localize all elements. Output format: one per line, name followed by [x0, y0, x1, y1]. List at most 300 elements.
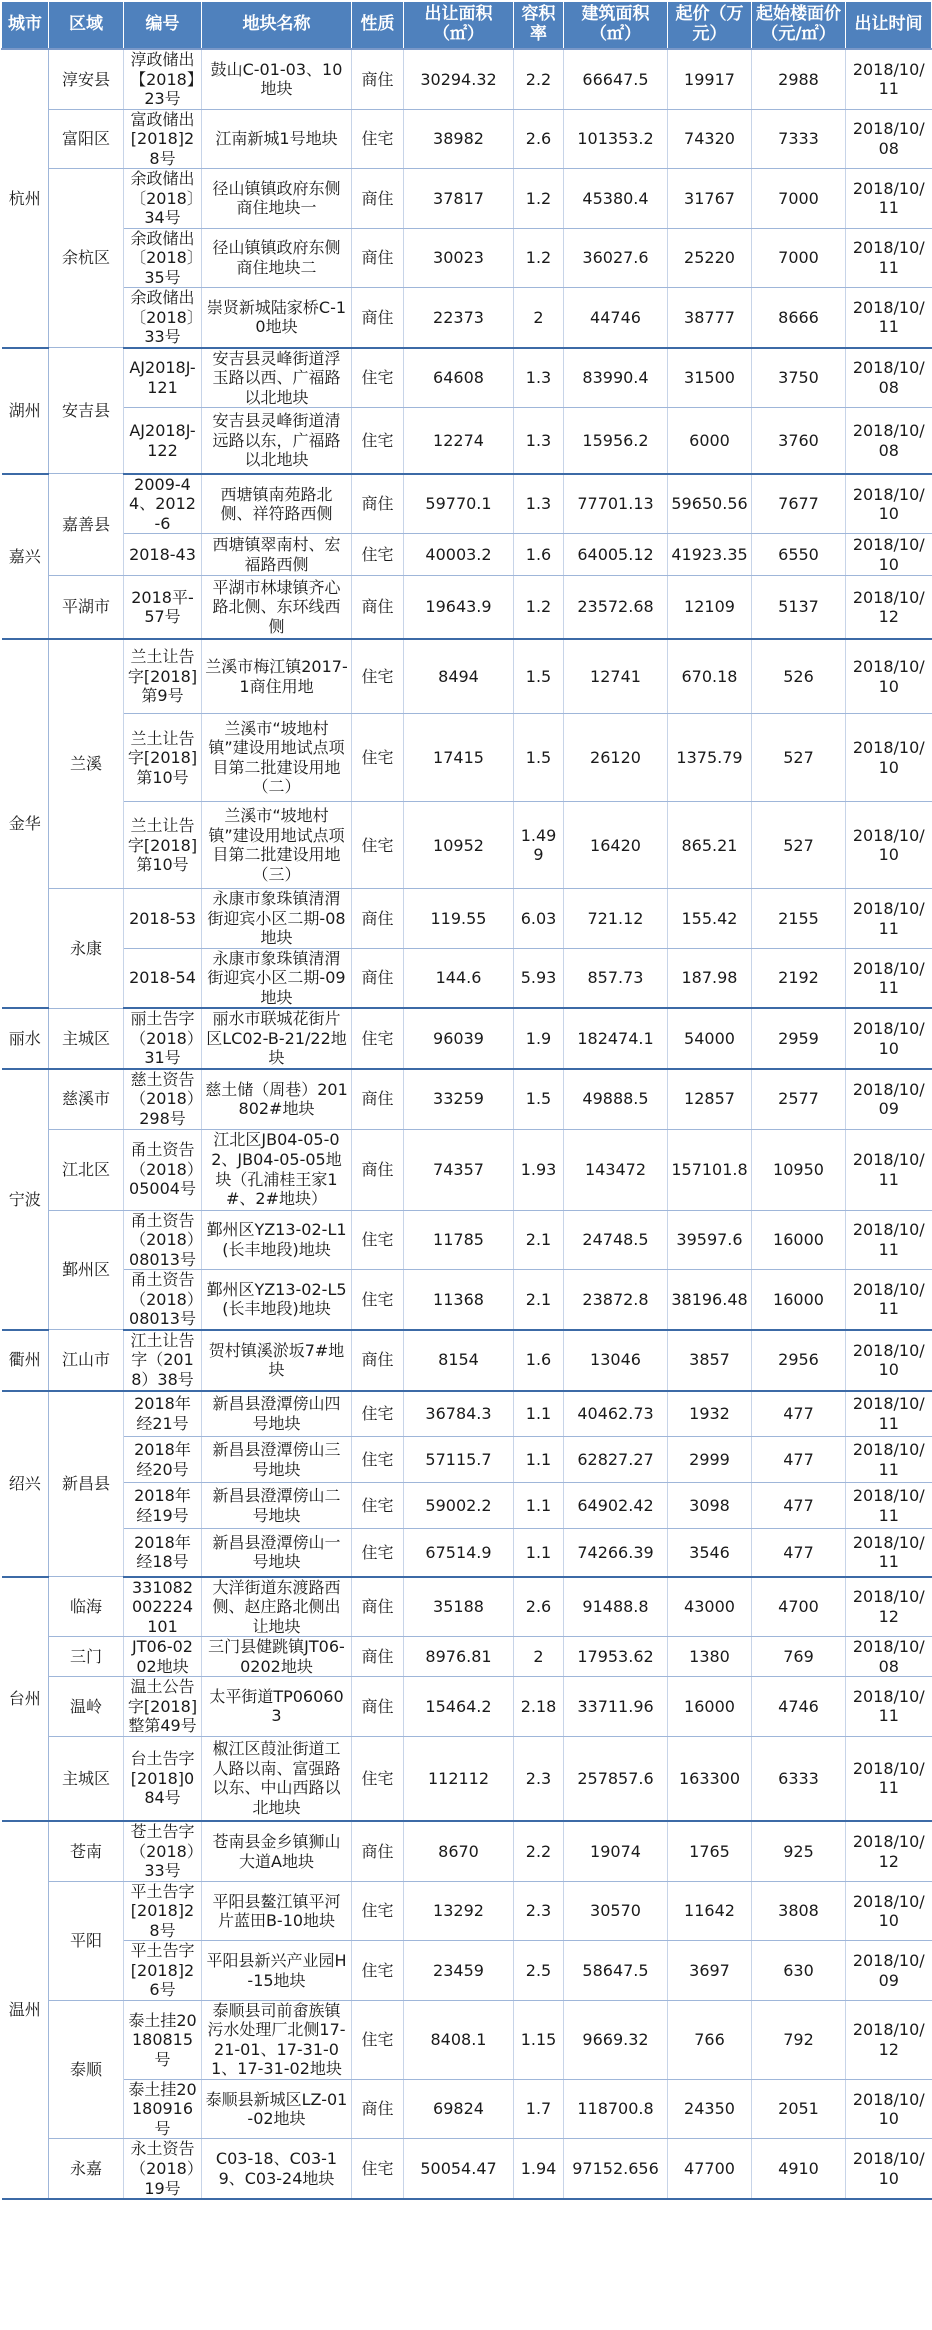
code-cell: 兰土让告字[2018]第10号: [124, 714, 202, 802]
price-cell: 1380: [668, 1637, 752, 1677]
unit-price-cell: 477: [752, 1391, 846, 1437]
area-cell: 38982: [404, 109, 514, 169]
price-cell: 39597.6: [668, 1210, 752, 1270]
floor-area-cell: 62827.27: [564, 1437, 668, 1483]
parcel-name-cell: 泰顺县司前畲族镇污水处理厂北侧17-21-01、17-31-01、17-31-02地块: [202, 2000, 352, 2079]
parcel-name-cell: 鄞州区YZ13-02-L5(长丰地段)地块: [202, 1270, 352, 1330]
city-cell: 嘉兴: [2, 474, 49, 639]
price-cell: 19917: [668, 49, 752, 109]
table-row: [2, 1437, 932, 1483]
floor-area-cell: 49888.5: [564, 1069, 668, 1129]
unit-price-cell: 3808: [752, 1881, 846, 1941]
table-row: [2, 228, 932, 288]
code-cell: 兰土让告字[2018]第10号: [124, 802, 202, 889]
parcel-name-cell: 新昌县澄潭傍山一号地块: [202, 1529, 352, 1577]
floor-area-cell: 83990.4: [564, 348, 668, 408]
header-cell: 起始楼面价（元/㎡）: [752, 2, 846, 50]
unit-price-cell: 925: [752, 1821, 846, 1881]
price-cell: 11642: [668, 1881, 752, 1941]
area-cell: 15464.2: [404, 1677, 514, 1737]
parcel-name-cell: 新昌县澄潭傍山三号地块: [202, 1437, 352, 1483]
date-cell: 2018/10/11: [846, 889, 932, 949]
use-cell: 商住: [352, 1069, 404, 1129]
date-cell: 2018/10/10: [846, 1881, 932, 1941]
code-cell: 2018年经21号: [124, 1391, 202, 1437]
far-cell: 1.6: [514, 534, 564, 576]
parcel-name-cell: 径山镇镇政府东侧商住地块一: [202, 169, 352, 229]
far-cell: 1.1: [514, 1483, 564, 1529]
parcel-name-cell: 平湖市林埭镇齐心路北侧、东环线西侧: [202, 576, 352, 639]
code-cell: JT06-0202地块: [124, 1637, 202, 1677]
price-cell: 38196.48: [668, 1270, 752, 1330]
date-cell: 2018/10/11: [846, 49, 932, 109]
far-cell: 2.2: [514, 1821, 564, 1881]
far-cell: 2.6: [514, 1577, 564, 1637]
district-cell: 安吉县: [49, 348, 124, 474]
date-cell: 2018/10/11: [846, 228, 932, 288]
code-cell: 甬土资告（2018）08013号: [124, 1270, 202, 1330]
date-cell: 2018/10/08: [846, 408, 932, 474]
district-cell: 淳安县: [49, 49, 124, 109]
unit-price-cell: 527: [752, 802, 846, 889]
area-cell: 74357: [404, 1129, 514, 1210]
unit-price-cell: 2956: [752, 1330, 846, 1391]
unit-price-cell: 16000: [752, 1210, 846, 1270]
date-cell: 2018/10/08: [846, 1637, 932, 1677]
unit-price-cell: 2155: [752, 889, 846, 949]
price-cell: 12109: [668, 576, 752, 639]
area-cell: 50054.47: [404, 2139, 514, 2199]
far-cell: 1.93: [514, 1129, 564, 1210]
table-row: [2, 1637, 932, 1677]
area-cell: 10952: [404, 802, 514, 889]
price-cell: 25220: [668, 228, 752, 288]
price-cell: 43000: [668, 1577, 752, 1637]
area-cell: 96039: [404, 1008, 514, 1069]
price-cell: 163300: [668, 1736, 752, 1821]
code-cell: 余政储出〔2018〕35号: [124, 228, 202, 288]
unit-price-cell: 792: [752, 2000, 846, 2079]
city-cell: 衢州: [2, 1330, 49, 1391]
area-cell: 8408.1: [404, 2000, 514, 2079]
table-row: [2, 1210, 932, 1270]
district-cell: 慈溪市: [49, 1069, 124, 1129]
area-cell: 64608: [404, 348, 514, 408]
city-cell: 金华: [2, 639, 49, 1009]
price-cell: 24350: [668, 2079, 752, 2139]
header-cell: 出让面积（㎡）: [404, 2, 514, 50]
date-cell: 2018/10/11: [846, 1437, 932, 1483]
floor-area-cell: 23572.68: [564, 576, 668, 639]
date-cell: 2018/10/10: [846, 534, 932, 576]
header-row: [2, 2, 932, 50]
parcel-name-cell: 平阳县鳌江镇平河片蓝田B-10地块: [202, 1881, 352, 1941]
floor-area-cell: 15956.2: [564, 408, 668, 474]
header-cell: 起价（万元）: [668, 2, 752, 50]
district-cell: 临海: [49, 1577, 124, 1637]
use-cell: 住宅: [352, 1391, 404, 1437]
floor-area-cell: 23872.8: [564, 1270, 668, 1330]
table-body: [2, 49, 932, 2199]
parcel-name-cell: 兰溪市“坡地村镇”建设用地试点项目第二批建设用地（三）: [202, 802, 352, 889]
far-cell: 1.6: [514, 1330, 564, 1391]
unit-price-cell: 7000: [752, 228, 846, 288]
unit-price-cell: 5137: [752, 576, 846, 639]
floor-area-cell: 12741: [564, 639, 668, 714]
price-cell: 155.42: [668, 889, 752, 949]
unit-price-cell: 2988: [752, 49, 846, 109]
unit-price-cell: 6333: [752, 1736, 846, 1821]
use-cell: 住宅: [352, 1881, 404, 1941]
district-cell: 兰溪: [49, 639, 124, 889]
far-cell: 2.3: [514, 1736, 564, 1821]
table-row: [2, 1270, 932, 1330]
district-cell: 平湖市: [49, 576, 124, 639]
district-cell: 泰顺: [49, 2000, 124, 2139]
area-cell: 36784.3: [404, 1391, 514, 1437]
price-cell: 54000: [668, 1008, 752, 1069]
far-cell: 1.3: [514, 348, 564, 408]
unit-price-cell: 7677: [752, 474, 846, 534]
date-cell: 2018/10/11: [846, 1736, 932, 1821]
price-cell: 6000: [668, 408, 752, 474]
price-cell: 41923.35: [668, 534, 752, 576]
far-cell: 1.5: [514, 714, 564, 802]
use-cell: 住宅: [352, 714, 404, 802]
parcel-name-cell: 安吉县灵峰街道清远路以东，广福路以北地块: [202, 408, 352, 474]
far-cell: 1.9: [514, 1008, 564, 1069]
unit-price-cell: 3750: [752, 348, 846, 408]
far-cell: 2.3: [514, 1881, 564, 1941]
far-cell: 2.5: [514, 1941, 564, 2001]
far-cell: 2.1: [514, 1210, 564, 1270]
floor-area-cell: 16420: [564, 802, 668, 889]
unit-price-cell: 7333: [752, 109, 846, 169]
city-cell: 台州: [2, 1577, 49, 1822]
table-row: [2, 802, 932, 889]
floor-area-cell: 182474.1: [564, 1008, 668, 1069]
parcel-name-cell: 径山镇镇政府东侧商住地块二: [202, 228, 352, 288]
use-cell: 住宅: [352, 1529, 404, 1577]
area-cell: 40003.2: [404, 534, 514, 576]
district-cell: 平阳: [49, 1881, 124, 2000]
unit-price-cell: 527: [752, 714, 846, 802]
table-row: [2, 1008, 932, 1069]
price-cell: 74320: [668, 109, 752, 169]
floor-area-cell: 721.12: [564, 889, 668, 949]
use-cell: 住宅: [352, 1210, 404, 1270]
unit-price-cell: 4910: [752, 2139, 846, 2199]
table-row: [2, 714, 932, 802]
area-cell: 8976.81: [404, 1637, 514, 1677]
use-cell: 商住: [352, 948, 404, 1008]
date-cell: 2018/10/11: [846, 1677, 932, 1737]
parcel-name-cell: 安吉县灵峰街道浮玉路以西、广福路以北地块: [202, 348, 352, 408]
price-cell: 47700: [668, 2139, 752, 2199]
unit-price-cell: 477: [752, 1529, 846, 1577]
code-cell: 苍土告字（2018）33号: [124, 1821, 202, 1881]
price-cell: 31500: [668, 348, 752, 408]
code-cell: 温土公告字[2018]整第49号: [124, 1677, 202, 1737]
table-row: [2, 1821, 932, 1881]
table-row: [2, 534, 932, 576]
price-cell: 3857: [668, 1330, 752, 1391]
table-row: [2, 408, 932, 474]
floor-area-cell: 64005.12: [564, 534, 668, 576]
table-row: [2, 1069, 932, 1129]
parcel-name-cell: 新昌县澄潭傍山四号地块: [202, 1391, 352, 1437]
code-cell: 2018-43: [124, 534, 202, 576]
price-cell: 59650.56: [668, 474, 752, 534]
unit-price-cell: 4700: [752, 1577, 846, 1637]
header-cell: 容积率: [514, 2, 564, 50]
district-cell: 富阳区: [49, 109, 124, 169]
date-cell: 2018/10/11: [846, 948, 932, 1008]
date-cell: 2018/10/12: [846, 1577, 932, 1637]
far-cell: 1.1: [514, 1391, 564, 1437]
table-row: [2, 948, 932, 1008]
floor-area-cell: 857.73: [564, 948, 668, 1008]
code-cell: 泰土挂20180815号: [124, 2000, 202, 2079]
area-cell: 12274: [404, 408, 514, 474]
area-cell: 33259: [404, 1069, 514, 1129]
floor-area-cell: 33711.96: [564, 1677, 668, 1737]
far-cell: 1.2: [514, 576, 564, 639]
area-cell: 17415: [404, 714, 514, 802]
parcel-name-cell: 西塘镇翠南村、宏福路西侧: [202, 534, 352, 576]
district-cell: 三门: [49, 1637, 124, 1677]
price-cell: 187.98: [668, 948, 752, 1008]
parcel-name-cell: 平阳县新兴产业园H-15地块: [202, 1941, 352, 2001]
area-cell: 11368: [404, 1270, 514, 1330]
date-cell: 2018/10/11: [846, 1129, 932, 1210]
price-cell: 766: [668, 2000, 752, 2079]
area-cell: 11785: [404, 1210, 514, 1270]
floor-area-cell: 26120: [564, 714, 668, 802]
use-cell: 商住: [352, 1330, 404, 1391]
far-cell: 6.03: [514, 889, 564, 949]
date-cell: 2018/10/10: [846, 474, 932, 534]
use-cell: 住宅: [352, 2139, 404, 2199]
code-cell: 慈土资告（2018）298号: [124, 1069, 202, 1129]
far-cell: 1.7: [514, 2079, 564, 2139]
far-cell: 1.3: [514, 474, 564, 534]
floor-area-cell: 91488.8: [564, 1577, 668, 1637]
floor-area-cell: 19074: [564, 1821, 668, 1881]
price-cell: 3546: [668, 1529, 752, 1577]
use-cell: 住宅: [352, 1270, 404, 1330]
parcel-name-cell: 江南新城1号地块: [202, 109, 352, 169]
code-cell: 兰土让告字[2018]第9号: [124, 639, 202, 714]
table-row: [2, 1881, 932, 1941]
parcel-name-cell: 崇贤新城陆家桥C-10地块: [202, 288, 352, 348]
city-cell: 丽水: [2, 1008, 49, 1069]
floor-area-cell: 40462.73: [564, 1391, 668, 1437]
use-cell: 住宅: [352, 1437, 404, 1483]
parcel-name-cell: 苍南县金乡镇狮山大道A地块: [202, 1821, 352, 1881]
area-cell: 37817: [404, 169, 514, 229]
date-cell: 2018/10/10: [846, 802, 932, 889]
date-cell: 2018/10/09: [846, 1069, 932, 1129]
unit-price-cell: 7000: [752, 169, 846, 229]
district-cell: 主城区: [49, 1008, 124, 1069]
table-row: [2, 109, 932, 169]
far-cell: 1.15: [514, 2000, 564, 2079]
date-cell: 2018/10/10: [846, 639, 932, 714]
use-cell: 住宅: [352, 2000, 404, 2079]
use-cell: 住宅: [352, 408, 404, 474]
code-cell: 甬土资告（2018）05004号: [124, 1129, 202, 1210]
code-cell: 淳政储出【2018】23号: [124, 49, 202, 109]
date-cell: 2018/10/10: [846, 714, 932, 802]
district-cell: 苍南: [49, 1821, 124, 1881]
code-cell: 泰土挂20180916号: [124, 2079, 202, 2139]
date-cell: 2018/10/11: [846, 169, 932, 229]
floor-area-cell: 143472: [564, 1129, 668, 1210]
header-cell: 区域: [49, 2, 124, 50]
use-cell: 住宅: [352, 802, 404, 889]
city-cell: 杭州: [2, 49, 49, 348]
far-cell: 1.5: [514, 639, 564, 714]
area-cell: 67514.9: [404, 1529, 514, 1577]
parcel-name-cell: C03-18、C03-19、C03-24地块: [202, 2139, 352, 2199]
floor-area-cell: 30570: [564, 1881, 668, 1941]
unit-price-cell: 4746: [752, 1677, 846, 1737]
header-cell: 编号: [124, 2, 202, 50]
land-transfer-table: [1, 1, 932, 2200]
floor-area-cell: 101353.2: [564, 109, 668, 169]
floor-area-cell: 17953.62: [564, 1637, 668, 1677]
city-cell: 湖州: [2, 348, 49, 474]
floor-area-cell: 77701.13: [564, 474, 668, 534]
code-cell: AJ2018J-122: [124, 408, 202, 474]
unit-price-cell: 630: [752, 1941, 846, 2001]
unit-price-cell: 2192: [752, 948, 846, 1008]
header-cell: 城市: [2, 2, 49, 50]
code-cell: 平土告字[2018]28号: [124, 1881, 202, 1941]
parcel-name-cell: 慈土储（周巷）201802#地块: [202, 1069, 352, 1129]
use-cell: 商住: [352, 228, 404, 288]
use-cell: 住宅: [352, 1483, 404, 1529]
price-cell: 31767: [668, 169, 752, 229]
date-cell: 2018/10/12: [846, 2000, 932, 2079]
date-cell: 2018/10/10: [846, 1330, 932, 1391]
city-cell: 宁波: [2, 1069, 49, 1330]
code-cell: AJ2018J-121: [124, 348, 202, 408]
date-cell: 2018/10/10: [846, 2079, 932, 2139]
floor-area-cell: 74266.39: [564, 1529, 668, 1577]
floor-area-cell: 118700.8: [564, 2079, 668, 2139]
date-cell: 2018/10/12: [846, 576, 932, 639]
unit-price-cell: 6550: [752, 534, 846, 576]
table-row: [2, 288, 932, 348]
date-cell: 2018/10/11: [846, 1529, 932, 1577]
code-cell: 平土告字[2018]26号: [124, 1941, 202, 2001]
price-cell: 16000: [668, 1677, 752, 1737]
area-cell: 23459: [404, 1941, 514, 2001]
area-cell: 59770.1: [404, 474, 514, 534]
price-cell: 157101.8: [668, 1129, 752, 1210]
floor-area-cell: 9669.32: [564, 2000, 668, 2079]
parcel-name-cell: 太平街道TP060603: [202, 1677, 352, 1737]
unit-price-cell: 526: [752, 639, 846, 714]
date-cell: 2018/10/11: [846, 288, 932, 348]
code-cell: 富政储出[2018]28号: [124, 109, 202, 169]
far-cell: 2: [514, 1637, 564, 1677]
price-cell: 38777: [668, 288, 752, 348]
date-cell: 2018/10/08: [846, 109, 932, 169]
city-cell: 绍兴: [2, 1391, 49, 1577]
far-cell: 2.18: [514, 1677, 564, 1737]
parcel-name-cell: 丽水市联城花街片区LC02-B-21/22地块: [202, 1008, 352, 1069]
district-cell: 鄞州区: [49, 1210, 124, 1330]
use-cell: 商住: [352, 1821, 404, 1881]
far-cell: 5.93: [514, 948, 564, 1008]
table-row: [2, 348, 932, 408]
use-cell: 商住: [352, 1577, 404, 1637]
unit-price-cell: 477: [752, 1437, 846, 1483]
area-cell: 144.6: [404, 948, 514, 1008]
price-cell: 12857: [668, 1069, 752, 1129]
table-row: [2, 889, 932, 949]
floor-area-cell: 58647.5: [564, 1941, 668, 2001]
parcel-name-cell: 鄞州区YZ13-02-L1(长丰地段)地块: [202, 1210, 352, 1270]
far-cell: 1.1: [514, 1437, 564, 1483]
area-cell: 119.55: [404, 889, 514, 949]
far-cell: 2: [514, 288, 564, 348]
use-cell: 商住: [352, 49, 404, 109]
use-cell: 商住: [352, 1129, 404, 1210]
table-row: [2, 1129, 932, 1210]
far-cell: 2.2: [514, 49, 564, 109]
table-row: [2, 1677, 932, 1737]
parcel-name-cell: 鼓山C-01-03、10地块: [202, 49, 352, 109]
floor-area-cell: 66647.5: [564, 49, 668, 109]
far-cell: 1.2: [514, 169, 564, 229]
code-cell: 331082002224101: [124, 1577, 202, 1637]
table-row: [2, 2000, 932, 2079]
district-cell: 温岭: [49, 1677, 124, 1737]
code-cell: 永土资告（2018）19号: [124, 2139, 202, 2199]
code-cell: 2009-44、2012-6: [124, 474, 202, 534]
parcel-name-cell: 大洋街道东渡路西侧、赵庄路北侧出让地块: [202, 1577, 352, 1637]
district-cell: 新昌县: [49, 1391, 124, 1577]
table-row: [2, 1577, 932, 1637]
parcel-name-cell: 贺村镇溪淤坂7#地块: [202, 1330, 352, 1391]
area-cell: 8670: [404, 1821, 514, 1881]
use-cell: 商住: [352, 169, 404, 229]
far-cell: 2.6: [514, 109, 564, 169]
area-cell: 8154: [404, 1330, 514, 1391]
area-cell: 13292: [404, 1881, 514, 1941]
table-row: [2, 1391, 932, 1437]
table-row: [2, 474, 932, 534]
use-cell: 商住: [352, 576, 404, 639]
use-cell: 住宅: [352, 639, 404, 714]
district-cell: 主城区: [49, 1736, 124, 1821]
area-cell: 112112: [404, 1736, 514, 1821]
parcel-name-cell: 新昌县澄潭傍山二号地块: [202, 1483, 352, 1529]
district-cell: 嘉善县: [49, 474, 124, 576]
table-row: [2, 576, 932, 639]
unit-price-cell: 2959: [752, 1008, 846, 1069]
area-cell: 8494: [404, 639, 514, 714]
price-cell: 1765: [668, 1821, 752, 1881]
district-cell: 江山市: [49, 1330, 124, 1391]
price-cell: 670.18: [668, 639, 752, 714]
far-cell: 1.499: [514, 802, 564, 889]
table-row: [2, 1483, 932, 1529]
